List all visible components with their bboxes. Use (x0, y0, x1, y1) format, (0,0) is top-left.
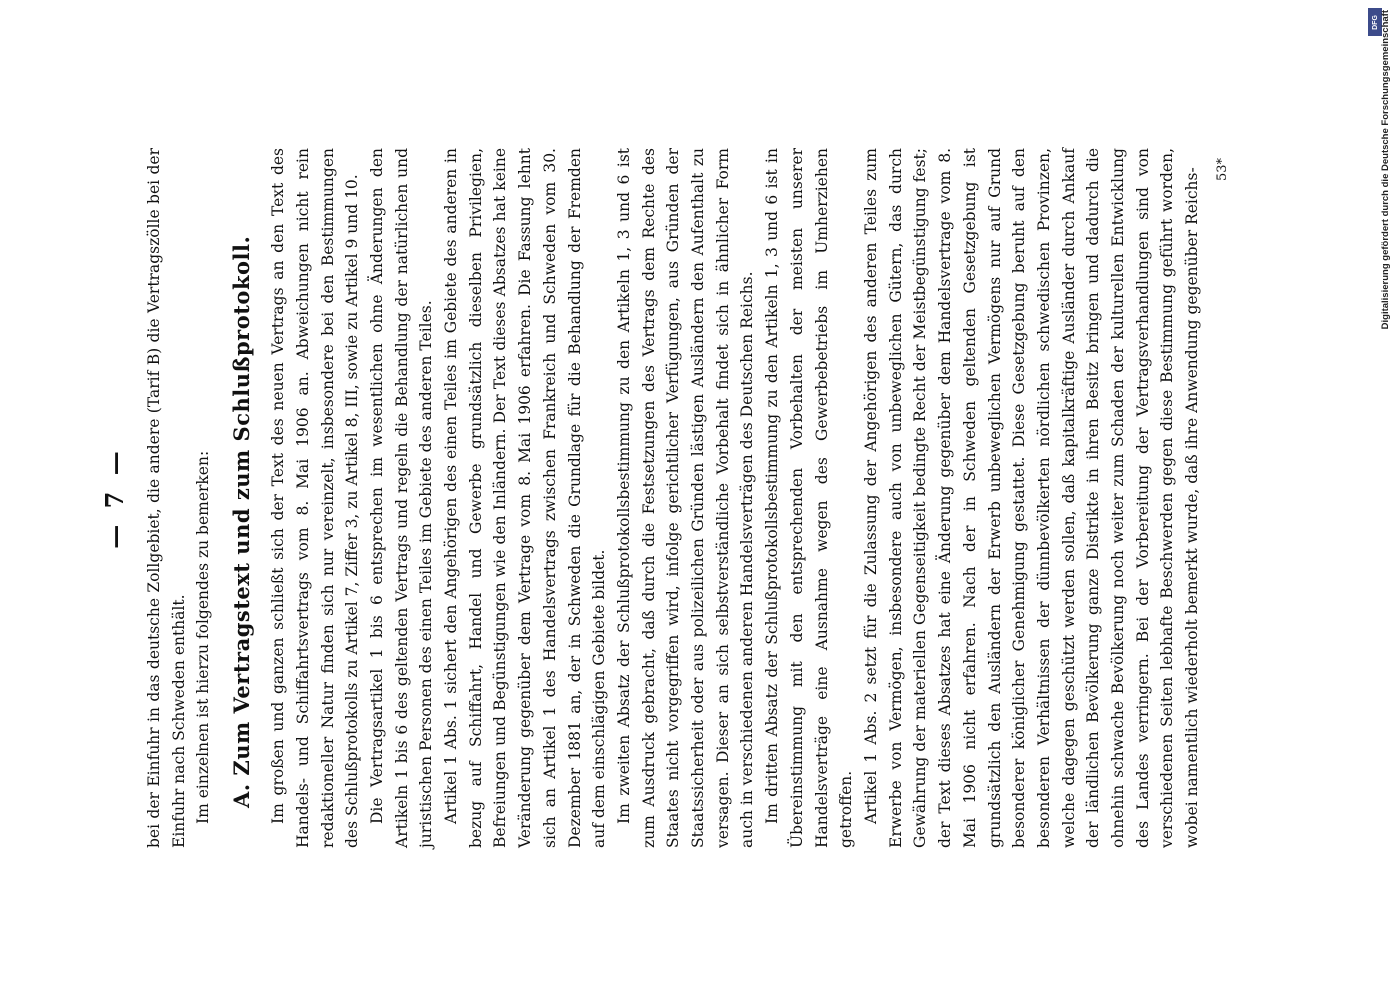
paragraph: Artikel 1 Abs. 1 sichert den Angehörigen des einen Teiles im Gebiete des anderen in bezug auf Schiffahrt, Handel und Gewerbe grundsätzlich dieselben Privilegien, Befreiungen und Begünstigungen wie den Inländern. Der Text dieses Absatzes hat keine Veränderung gegenüber dem Vertrage vom 8. Mai 1906 erfahren. Die Fassung lehnt sich an Artikel 1 des Handelsvertrags zwischen Frankreich und Schweden vom 30. Dezember 1881 an, der in Schweden die Grundlage für die Behandlung der Fremden auf dem einschlägigen Gebiete bildet. (442, 148, 609, 848)
section-title: A. Zum Vertragstext und zum Schlußprotokoll. (229, 235, 255, 808)
signature-mark: 53* (1215, 158, 1230, 182)
paragraph: Im zweiten Absatz der Schlußprotokollsbestimmung zu den Artikeln 1, 3 und 6 ist zum Ausdruck gebracht, daß durch die Festsetzungen des Vertrags dem Rechte des Staates nicht vorgegriffen wird, infolge gerichtlicher Verfügungen, aus Gründen der Staatssicherheit oder aus polizeilichen Gründen lästigen Ausländern den Aufenthalt zu versagen. Dieser an sich selbstverständliche Vorbehalt findet sich in ähnlicher Form auch in verschiedenen anderen Handelsverträgen des Deutschen Reichs. (614, 148, 757, 848)
document-body (142, 148, 1205, 848)
paragraph: Die Vertragsartikel 1 bis 6 entsprechen im wesentlichen ohne Änderungen den Artikeln 1 bis 6 des geltenden Vertrags und regeln die Behandlung der natürlichen und juristischen Personen des einen Teiles im Gebiete des anderen Teiles. (367, 148, 436, 848)
rotated-document-page (100, 148, 1230, 848)
text-line: bei der Einfuhr in das deutsche Zollgebiet, die andere (Tarif B) die Vertragszölle bei der Einfuhr nach Schweden enthält. (145, 148, 188, 848)
text-line: Im einzelnen ist hierzu folgendes zu bemerken: (194, 450, 213, 824)
paragraph: Im großen und ganzen schließt sich der Text des neuen Vertrags an den Text des Handels- und Schiffahrtsvertrags vom 8. Mai 1906 an. Abweichungen nicht rein redaktioneller Natur finden sich nur vereinzelt, insbesondere bei den Bestimmungen des Schlußprotokolls zu Artikel 7, Ziffer 3, zu Artikel 8, III, sowie zu Artikel 9 und 10. (269, 148, 362, 848)
page-number: — 7 — (100, 447, 129, 549)
paragraph: Artikel 1 Abs. 2 setzt für die Zulassung der Angehörigen des anderen Teiles zum Erwerbe von Vermögen, insbesondere auch von unbeweglichen Gütern, das durch Gewährung der materiellen Gegenseitigkeit bedingte Recht der Meistbegünstigung fest; der Text dieses Absatzes hat eine Änderung gegenüber dem Handelsvertrage vom 8. Mai 1906 nicht erfahren. Nach der in Schweden geltenden Gesetzgebung ist grundsätzlich den Ausländern der Erwerb unbeweglichen Vermögens nur auf Grund besonderer königlicher Genehmigung gestattet. Diese Gesetzgebung beruht auf den besonderen Verhältnissen der dünnbevölkerten nördlichen schwedischen Provinzen, welche dagegen geschützt werden sollen, daß kapitalkräftige Ausländer durch Ankauf der ländlichen Bevölkerung ganze Distrikte in ihren Besitz bringen und dadurch die ohnehin schwache Bevölkerung noch weiter zum Schaden der kulturellen Entwicklung des Landes verringern. Bei der Vorbereitung der Vertragsverhandlungen sind von verschiedenen Seiten lebhafte Beschwerden gegen diese Bestimmung geführt worden, wobei namentlich wiederholt bemerkt wurde, daß ihre Anwendung gegenüber Reichs- (861, 148, 1202, 848)
digitization-banner (1365, 8, 1391, 992)
dfg-logo: DFG (1368, 8, 1382, 36)
paragraph: Im dritten Absatz der Schlußprotokollsbestimmung zu den Artikeln 1, 3 und 6 ist in Übereinstimmung mit den entsprechenden Vorbehalten der meisten unserer Handelsverträge eine Ausnahme wegen des Gewerbebetriebs im Umherziehen getroffen. (763, 148, 856, 848)
digitization-credit: Digitalisierung gefördert durch die Deutsche Forschungsgemeinschaft (1380, 10, 1391, 330)
